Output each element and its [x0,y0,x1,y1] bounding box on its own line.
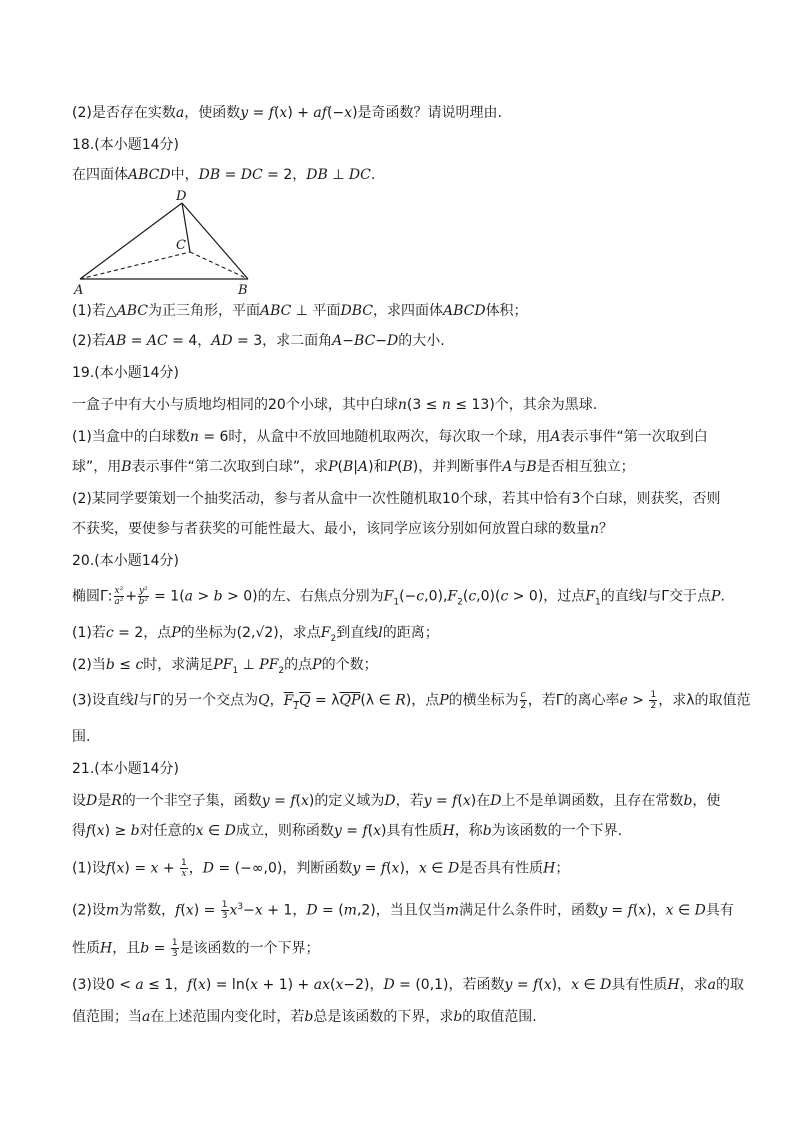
q20-part3-line1: (3)设直线l与Γ的另一个交点为Q，$F_1Q = \lambda\overline{QP}(\lambda$ ∈ R)，点P的横坐标为 $\frac{c}{2}$ ，若Γ的离心率e > $\frac{1}{2}$ ，求λ的取值范 [72,690,751,712]
q21-heading: 21.(本小题14分) [72,761,180,777]
tetrahedron-figure [70,186,260,296]
q18-stem: 在四面体ABCD中，DB = DC = 2，DB ⊥ DC. [72,167,376,183]
q20-stem: 椭圆Γ: $\frac{\text{x²}}{\text{a²}}$ + $\frac{\text{y²}}{\text{b²}}$ = 1(a > b > 0)的左、右焦点分别为$F_1(-c,0),F_2(c,0)(c > 0)$，过点$F_1$的直线l与Γ交于点P. [72,586,725,608]
label-C: C [176,238,186,253]
q17-part2: (2)是否存在实数a，使函数y = f(x) + af(−x)是奇函数？请说明理由. [72,105,502,121]
q21-part3-line2: 值范围；当a在上述范围内变化时，若b总是该函数的下界，求b的取值范围. [72,1009,537,1025]
label-A: A [74,283,84,296]
q19-part1-line1: (1)当盒中的白球数n = 6时，从盒中不放回地随机取两次，每次取一个球，用A表示事件“第一次取到白 [72,429,708,445]
q19-heading: 19.(本小题14分) [72,365,180,381]
q19-stem: 一盒子中有大小与质地均相同的20个小球，其中白球n(3 ≤ n ≤ 13)个，其余为黑球. [72,397,598,413]
q21-stem-line1: 设D是R的一个非空子集，函数y = f(x)的定义域为D，若y = f(x)在D上不是单调函数，且存在常数b，使 [72,793,721,809]
edge-AC-hidden [80,252,190,279]
edge-CB-hidden [190,252,248,279]
q18-part1: (1)若△ABC为正三角形，平面ABC ⊥ 平面DBC，求四面体ABCD体积； [72,303,528,319]
q21-part2-line1: (2)设m为常数，f(x) = $\frac{1}{3}$ $x^3-x + 1$，D = (m,2)，当且仅当m满足什么条件时，函数y = f(x)，x ∈ D具有 [72,900,734,922]
q18-part2: (2)若AB = AC = 4，AD = 3，求二面角A−BC−D的大小. [72,333,445,349]
q20-heading: 20.(本小题14分) [72,553,180,569]
q21-part3-line1: (3)设0 < a ≤ 1，f(x) = ln(x + 1) + ax(x−2)，D = (0,1)，若函数y = f(x)，x ∈ D具有性质H，求a的取 [72,977,744,993]
edge-DB [182,203,248,279]
q20-part2: (2)当b ≤ c时，求满足$PF_1$ ⊥ $PF_2$的点P的个数； [72,657,378,676]
edge-AD [80,203,182,279]
q18-heading: 18.(本小题14分) [72,137,180,153]
q21-part1: (1)设f(x) = x + $\frac{1}{x}$ ，D = (−∞,0)，判断函数y = f(x)，x ∈ D是否具有性质H； [72,858,570,879]
q20-part3-line2: 围. [72,729,91,745]
q19-part1-line2: 球”，用B表示事件“第二次取到白球”，求P(B|A)和P(B)，并判断事件A与B是否相互独立； [72,459,635,475]
q20-part1: (1)若c = 2，点P的坐标为(2,√2)，求点$F_2$到直线l的距离； [72,625,439,644]
q21-stem-line2: 得f(x) ≥ b对任意的x ∈ D成立，则称函数y = f(x)具有性质H，称b为该函数的一个下界. [72,823,623,839]
q19-part2-line2: 不获奖，要使参与者获奖的可能性最大、最小，该同学应该分别如何放置白球的数量n？ [72,521,614,537]
label-D: D [176,189,187,204]
label-B: B [238,283,248,296]
q19-part2-line1: (2)某同学要策划一个抽奖活动，参与者从盒中一次性随机取10个球，若其中恰有3个白球，则获奖，否则 [72,491,721,507]
q21-part2-line2: 性质H，且b = $\frac{1}{3}$ 是该函数的一个下界； [72,938,320,959]
